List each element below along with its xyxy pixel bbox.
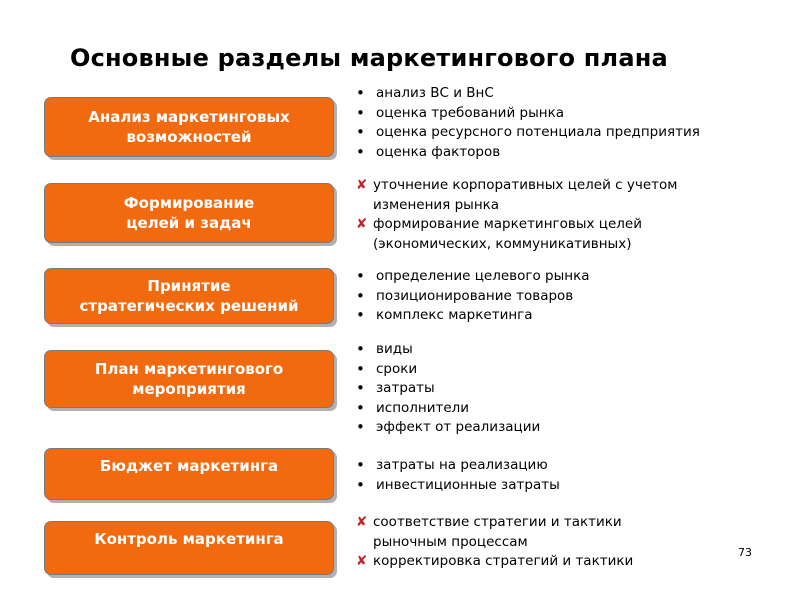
section-label: Анализ маркетинговых возможностей <box>88 108 290 146</box>
list-item: ✘ формирование маркетинговых целей (экономических, коммуникативных) <box>356 216 642 252</box>
section-list-goals <box>356 176 677 254</box>
list-item: ✘ уточнение корпоративных целей с учетом изменения рынка <box>356 177 678 213</box>
list-item: • определение целевого рынка <box>356 267 590 287</box>
list-item: • анализ ВС и ВнС <box>356 84 700 104</box>
section-list-budget <box>356 456 560 495</box>
section-label: Формирование целей и задач <box>123 194 255 232</box>
list-item: • комплекс маркетинга <box>356 306 590 326</box>
list-item: • оценка факторов <box>356 143 700 163</box>
section-list-control <box>356 513 633 572</box>
section-box-control <box>44 521 334 575</box>
section-label: Бюджет маркетинга <box>99 457 279 475</box>
list-item: ✘ корректировка стратегий и тактики <box>356 552 633 572</box>
list-item: • сроки <box>356 360 540 380</box>
page-title: Основные разделы маркетингового плана <box>70 44 668 72</box>
section-box-plan <box>44 350 334 408</box>
cross-icon: ✘ <box>356 514 368 530</box>
cross-icon: ✘ <box>356 216 368 232</box>
list-item: • оценка ресурсного потенциала предприятия <box>356 123 700 143</box>
list-item: • затраты <box>356 379 540 399</box>
list-item: • эффект от реализации <box>356 418 540 438</box>
list-item: • исполнители <box>356 399 540 419</box>
section-list-plan <box>356 340 540 438</box>
section-list-strategy <box>356 267 590 326</box>
section-box-strategy <box>44 268 334 324</box>
list-item: • инвестиционные затраты <box>356 476 560 496</box>
list-item: • позиционирование товаров <box>356 287 590 307</box>
section-box-goals <box>44 183 334 243</box>
section-box-market-analysis <box>44 97 334 157</box>
list-item: • затраты на реализацию <box>356 456 560 476</box>
list-item: • виды <box>356 340 540 360</box>
section-label: Контроль маркетинга <box>94 530 284 548</box>
cross-icon: ✘ <box>356 553 368 569</box>
page-number: 73 <box>738 546 752 559</box>
section-box-budget <box>44 448 334 500</box>
list-item: • оценка требований рынка <box>356 104 700 124</box>
section-list-market-analysis <box>356 84 700 162</box>
section-label: Принятие стратегических решений <box>79 277 299 315</box>
cross-icon: ✘ <box>356 177 368 193</box>
section-label: План маркетингового мероприятия <box>94 360 284 398</box>
list-item: ✘ соответствие стратегии и тактики рыночным процессам <box>356 514 622 550</box>
